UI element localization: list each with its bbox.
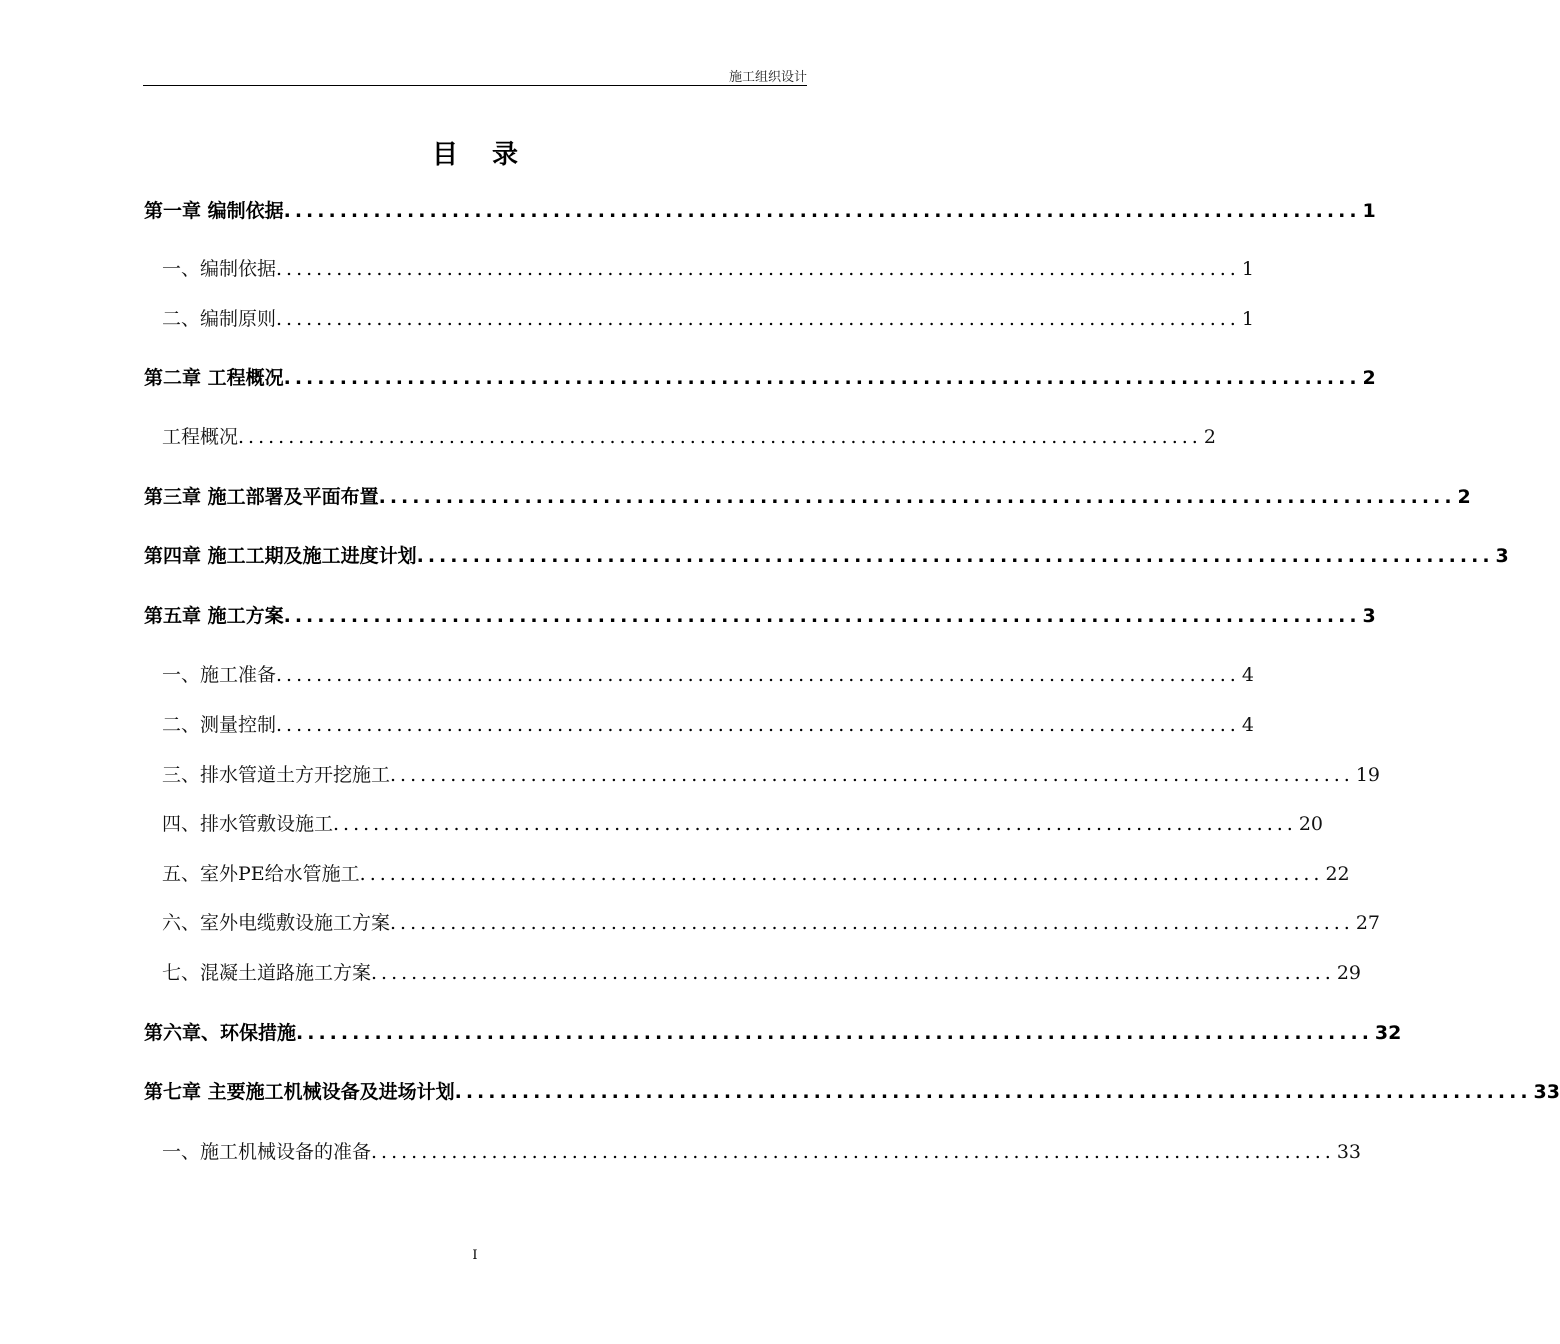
toc-entry-section[interactable] (144, 662, 1254, 688)
dot-leader: ................................................................................................ (276, 664, 1240, 686)
toc-entry-chapter-1[interactable] (144, 198, 1376, 224)
dot-leader: ................................................................................................ (283, 200, 1361, 222)
toc-entry-label: 第四章 施工工期及施工进度计划 (144, 545, 417, 567)
toc-entry-page: 33 (1533, 1081, 1560, 1103)
toc-entry-page: 4 (1241, 664, 1254, 686)
toc-title: 目录 (431, 140, 552, 170)
toc-entry-section[interactable] (144, 762, 1380, 788)
toc-entry-section[interactable] (144, 306, 1254, 332)
toc-entry-label: 一、施工准备 (162, 664, 277, 686)
toc-entry-chapter-4[interactable] (144, 543, 1509, 569)
toc-entry-section[interactable] (144, 424, 1216, 450)
dot-leader: ................................................................................................ (454, 1081, 1532, 1103)
table-of-contents (144, 0, 1560, 1200)
dot-leader: ................................................................................................ (416, 545, 1494, 567)
toc-entry-label: 六、室外电缆敷设施工方案 (162, 912, 391, 934)
running-header: 施工组织设计 (728, 70, 807, 85)
toc-entry-page: 22 (1325, 863, 1350, 885)
toc-entry-label: 第六章、环保措施 (144, 1022, 297, 1044)
toc-entry-page: 4 (1241, 714, 1254, 736)
toc-entry-page: 2 (1457, 486, 1471, 508)
toc-entry-label: 二、测量控制 (162, 714, 277, 736)
toc-entry-section[interactable] (144, 1139, 1361, 1165)
toc-entry-chapter-2[interactable] (144, 365, 1376, 391)
toc-entry-page: 20 (1298, 813, 1323, 835)
dot-leader: ................................................................................................ (276, 258, 1240, 280)
toc-entry-page: 1 (1241, 258, 1254, 280)
toc-entry-section[interactable] (144, 256, 1254, 282)
toc-entry-label: 二、编制原则 (162, 308, 277, 330)
toc-entry-chapter-6[interactable] (144, 1020, 1402, 1046)
toc-entry-section[interactable] (144, 861, 1350, 887)
toc-entry-page: 2 (1203, 426, 1216, 448)
toc-entry-label: 一、编制依据 (162, 258, 277, 280)
toc-entry-label: 五、室外PE给水管施工 (162, 863, 360, 885)
dot-leader: ................................................................................................ (238, 426, 1202, 448)
toc-entry-chapter-7[interactable] (144, 1079, 1560, 1105)
toc-entry-label: 第五章 施工方案 (144, 605, 284, 627)
toc-entry-section[interactable] (144, 712, 1254, 738)
dot-leader: ................................................................................................ (390, 912, 1354, 934)
toc-entry-section[interactable] (144, 811, 1323, 837)
toc-entry-page: 1 (1362, 200, 1376, 222)
toc-entry-label: 第二章 工程概况 (144, 367, 284, 389)
toc-entry-page: 29 (1336, 962, 1361, 984)
toc-entry-section[interactable] (144, 960, 1361, 986)
dot-leader: ................................................................................................ (378, 486, 1456, 508)
toc-entry-label: 第三章 施工部署及平面布置 (144, 486, 379, 508)
toc-entry-label: 三、排水管道土方开挖施工 (162, 764, 391, 786)
dot-leader: ................................................................................................ (283, 605, 1361, 627)
dot-leader: ................................................................................................ (276, 308, 1240, 330)
toc-entry-label: 第七章 主要施工机械设备及进场计划 (144, 1081, 455, 1103)
dot-leader: ................................................................................................ (276, 714, 1240, 736)
toc-entry-label: 一、施工机械设备的准备 (162, 1141, 372, 1163)
toc-entry-page: 3 (1362, 605, 1376, 627)
toc-entry-label: 工程概况 (162, 426, 239, 448)
toc-entry-page: 32 (1374, 1022, 1402, 1044)
toc-entry-chapter-5[interactable] (144, 603, 1376, 629)
toc-entry-page: 1 (1241, 308, 1254, 330)
toc-entry-page: 33 (1336, 1141, 1361, 1163)
dot-leader: ................................................................................................ (390, 764, 1354, 786)
dot-leader: ................................................................................................ (296, 1022, 1373, 1044)
toc-entry-label: 七、混凝土道路施工方案 (162, 962, 372, 984)
toc-entry-section[interactable] (144, 910, 1380, 936)
dot-leader: ................................................................................................ (371, 1141, 1335, 1163)
toc-entry-page: 19 (1355, 764, 1380, 786)
dot-leader: ................................................................................................ (359, 863, 1324, 885)
dot-leader: ................................................................................................ (333, 813, 1297, 835)
toc-entry-label: 四、排水管敷设施工 (162, 813, 334, 835)
dot-leader: ................................................................................................ (371, 962, 1335, 984)
toc-entry-page: 27 (1355, 912, 1380, 934)
toc-entry-page: 3 (1495, 545, 1509, 567)
toc-entry-page: 2 (1362, 367, 1376, 389)
toc-entry-chapter-3[interactable] (144, 484, 1471, 510)
toc-entry-label: 第一章 编制依据 (144, 200, 284, 222)
dot-leader: ................................................................................................ (283, 367, 1361, 389)
page-number: I (472, 1248, 478, 1263)
